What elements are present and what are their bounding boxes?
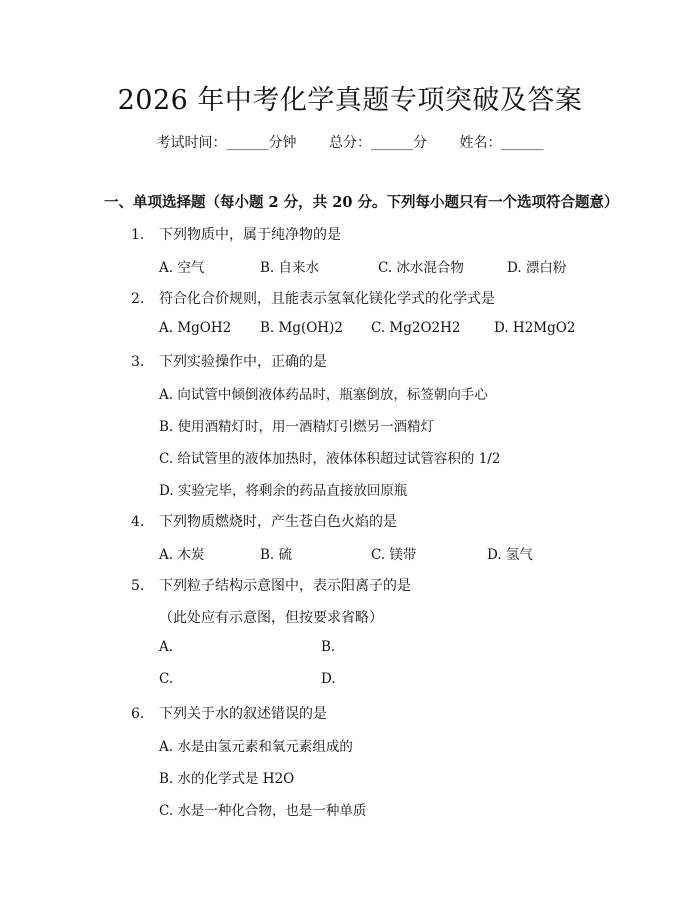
- question-number: 1.: [131, 227, 145, 243]
- option-5d: D.: [321, 671, 336, 687]
- option-5c: C.: [159, 671, 174, 687]
- option-5a: A.: [159, 639, 174, 655]
- option-3b: B. 使用酒精灯时，用一酒精灯引燃另一酒精灯: [159, 419, 435, 435]
- question-text: 下列实验操作中，正确的是: [159, 354, 327, 370]
- question-3: [131, 351, 327, 371]
- option-3d: D. 实验完毕，将剩余的药品直接放回原瓶: [159, 483, 408, 499]
- exam-info: [0, 132, 700, 152]
- question-text: 下列粒子结构示意图中，表示阳离子的是: [159, 578, 411, 594]
- option-6b: B. 水的化学式是 H2O: [159, 771, 295, 787]
- question-number: 2.: [131, 291, 145, 307]
- question-number: 4.: [131, 514, 145, 530]
- option-2c: C. Mg2O2H2: [371, 320, 461, 336]
- option-1c: C. 冰水混合物: [378, 260, 464, 276]
- question-1: [131, 224, 341, 244]
- exam-time: 考试时间：______分钟: [156, 135, 297, 151]
- option-5b: B.: [321, 639, 336, 655]
- exam-name: 姓名：______: [459, 135, 544, 151]
- question-number: 5.: [131, 578, 145, 594]
- option-2a: A. MgOH2: [159, 320, 232, 336]
- question-text: 下列关于水的叙述错误的是: [159, 706, 327, 722]
- option-6a: A. 水是由氢元素和氧元素组成的: [159, 739, 353, 755]
- option-1a: A. 空气: [159, 260, 205, 276]
- question-5: [131, 575, 411, 595]
- option-3a: A. 向试管中倾倒液体药品时，瓶塞倒放，标签朝向手心: [159, 387, 488, 403]
- option-4c: C. 镁带: [371, 547, 417, 563]
- exam-score: 总分：______分: [329, 135, 427, 151]
- question-6: [131, 703, 327, 723]
- option-4d: D. 氢气: [487, 547, 533, 563]
- question-text: 符合化合价规则，且能表示氢氧化镁化学式的化学式是: [159, 291, 495, 307]
- option-4a: A. 木炭: [159, 547, 205, 563]
- question-number: 6.: [131, 706, 145, 722]
- option-1b: B. 自来水: [260, 260, 320, 276]
- question-2: [131, 288, 495, 308]
- option-2b: B. Mg(OH)2: [260, 320, 343, 336]
- question-number: 3.: [131, 354, 145, 370]
- question-text: 下列物质燃烧时，产生苍白色火焰的是: [159, 514, 397, 530]
- option-4b: B. 硫: [260, 547, 293, 563]
- option-1d: D. 漂白粉: [507, 260, 567, 276]
- omitted-diagram-note: （此处应有示意图，但按要求省略）: [159, 610, 383, 626]
- page-title: 2026 年中考化学真题专项突破及答案: [117, 85, 583, 116]
- option-2d: D. H2MgO2: [494, 320, 576, 336]
- question-text: 下列物质中，属于纯净物的是: [159, 227, 341, 243]
- section-heading: 一、单项选择题（每小题 2 分，共 20 分。下列每小题只有一个选项符合题意）: [104, 194, 619, 211]
- option-3c: C. 给试管里的液体加热时，液体体积超过试管容积的 1/2: [159, 451, 501, 467]
- question-4: [131, 511, 397, 531]
- option-6c: C. 水是一种化合物，也是一种单质: [159, 803, 367, 819]
